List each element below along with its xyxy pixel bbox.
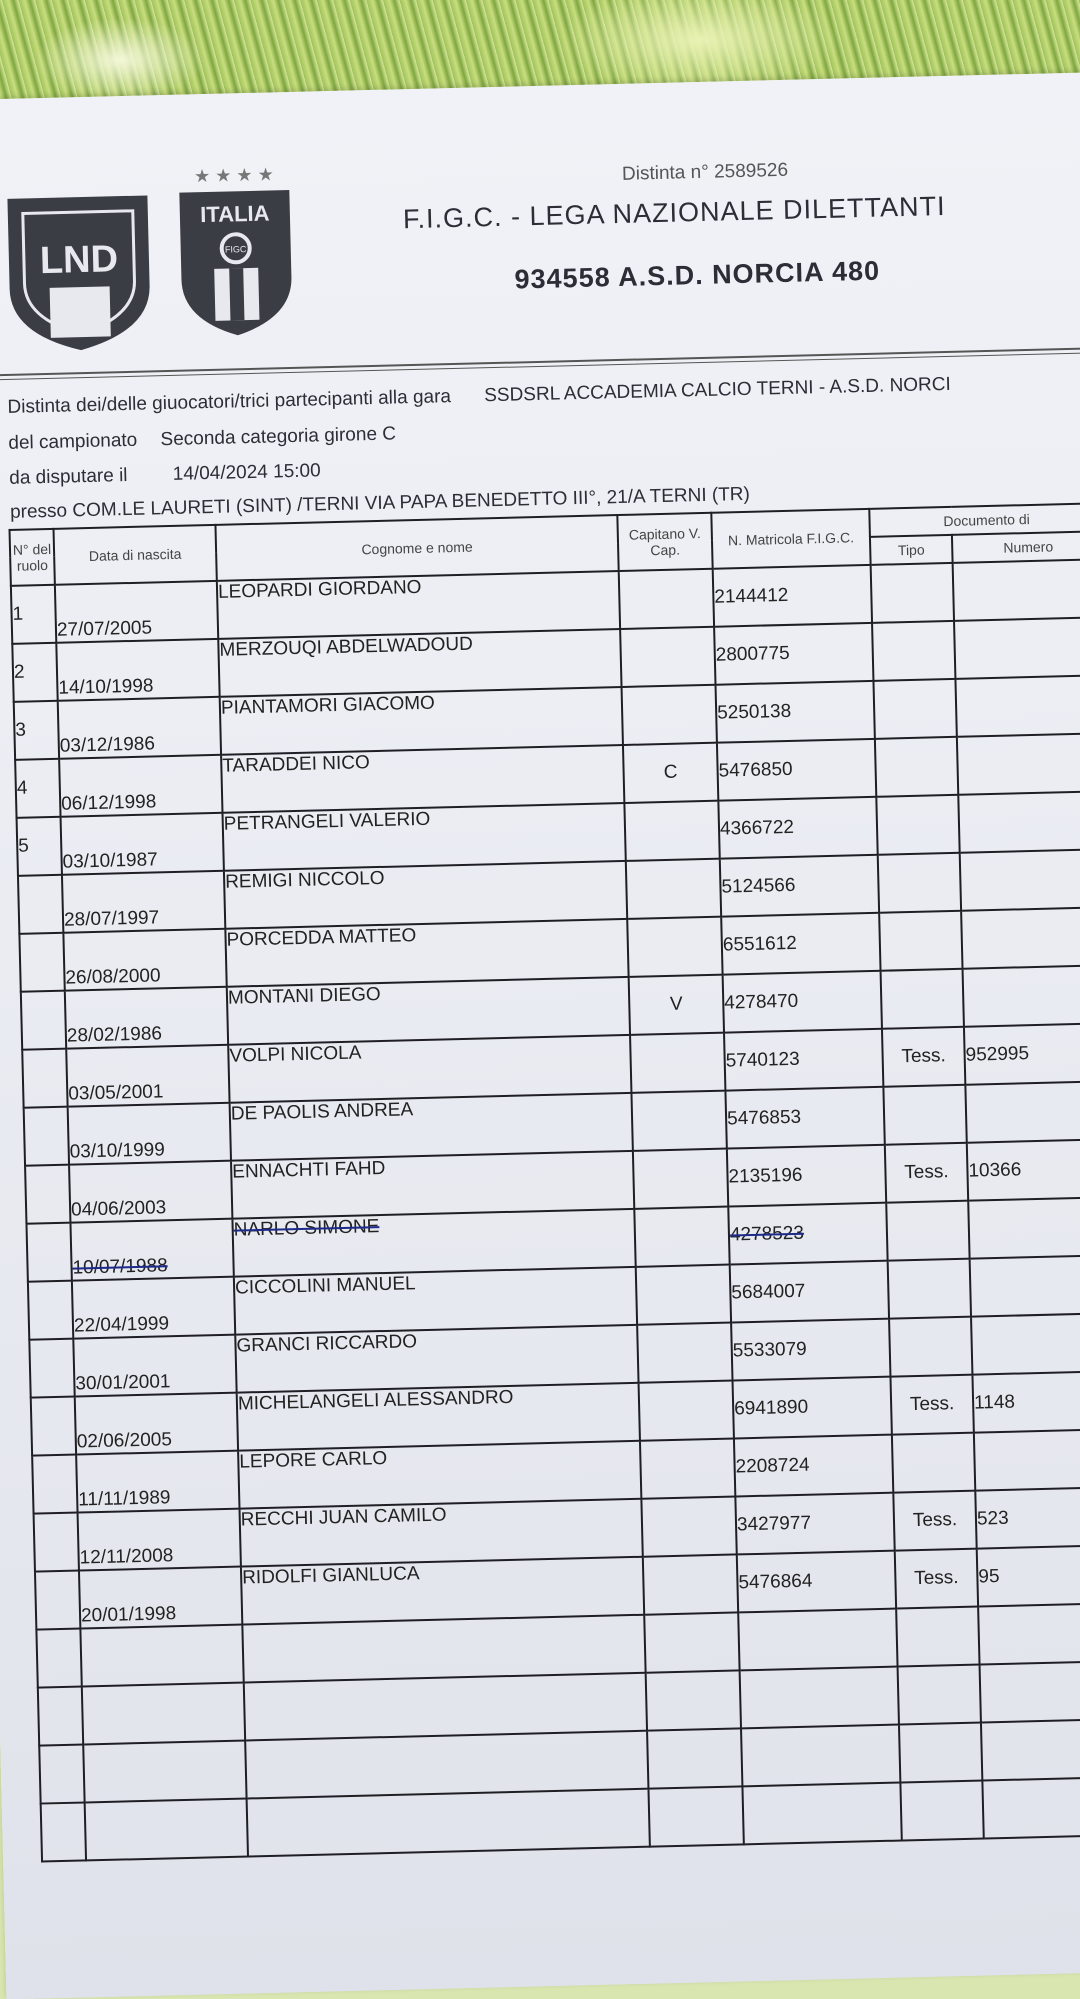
club-name: 934558 A.S.D. NORCIA 480 [514, 255, 881, 295]
captain-mark: C [623, 743, 718, 803]
document-number: 523 [975, 1487, 1080, 1549]
document-type [896, 1607, 979, 1667]
row-number: 3 [14, 701, 59, 760]
captain-mark [639, 1381, 734, 1441]
distinta-sheet [0, 71, 1080, 1999]
document-type [889, 1317, 972, 1377]
document-number: 1148 [972, 1371, 1080, 1433]
captain-mark [646, 1670, 741, 1730]
participants-label: Distinta dei/delle giuocatori/trici partecipanti alla gara [7, 386, 452, 418]
document-type [873, 679, 956, 739]
matricola-number: 2144412 [713, 565, 872, 627]
row-number [41, 1802, 86, 1861]
svg-text:★ ★ ★ ★: ★ ★ ★ ★ [193, 164, 274, 187]
document-type [888, 1259, 971, 1319]
row-number: 1 [11, 585, 56, 644]
document-type [872, 621, 955, 681]
player-name [245, 1731, 648, 1799]
captain-mark [631, 1091, 726, 1151]
document-number [970, 1255, 1080, 1317]
document-number [981, 1719, 1080, 1781]
matricola-number: 5684007 [730, 1261, 889, 1323]
matricola-number: 5476850 [717, 739, 876, 801]
document-type [886, 1201, 969, 1261]
italia-logo-text: ITALIA [199, 200, 270, 228]
championship-line [8, 423, 396, 454]
player-name: MERZOUQI ABDELWADOUD [218, 629, 621, 697]
birth-date: 04/06/2003 [69, 1161, 232, 1223]
birth-date: 02/06/2005 [75, 1393, 238, 1455]
row-number [24, 1107, 69, 1166]
header-rule [0, 346, 1080, 377]
document-number: 10366 [967, 1139, 1080, 1201]
lnd-logo [2, 190, 156, 354]
document-number [957, 733, 1080, 795]
championship-label: del campionato [8, 429, 138, 454]
row-number [38, 1686, 83, 1745]
birth-date: 27/07/2005 [55, 581, 218, 643]
player-name: NARLO SIMONE [232, 1209, 635, 1277]
figc-italia-logo [174, 162, 298, 340]
matricola-number: 5124566 [720, 855, 879, 917]
document-number [971, 1313, 1080, 1375]
captain-mark [641, 1496, 736, 1556]
championship-value: Seconda categoria girone C [160, 423, 397, 451]
birth-date: 03/05/2001 [66, 1045, 229, 1107]
participants-line [7, 374, 951, 419]
document-number [958, 791, 1080, 853]
row-number [32, 1455, 77, 1514]
document-number: 952995 [964, 1023, 1080, 1085]
row-number [39, 1744, 84, 1803]
organization-title: F.I.G.C. - LEGA NAZIONALE DILETTANTI [402, 190, 946, 235]
row-number [36, 1629, 81, 1688]
row-number [29, 1339, 74, 1398]
header-numero: Numero [952, 531, 1080, 563]
player-name: LEPORE CARLO [238, 1441, 641, 1509]
document-number [954, 617, 1080, 679]
row-number [19, 933, 64, 992]
captain-mark [636, 1265, 731, 1325]
matricola-number: 5740123 [724, 1029, 883, 1091]
player-name: MONTANI DIEGO [227, 977, 630, 1045]
captain-mark [624, 801, 719, 861]
document-type [871, 563, 954, 623]
birth-date [83, 1741, 246, 1803]
birth-date: 20/01/1998 [79, 1567, 242, 1629]
row-number [34, 1513, 79, 1572]
document-number [963, 965, 1080, 1027]
document-number [961, 907, 1080, 969]
captain-mark [643, 1554, 738, 1614]
document-number [968, 1197, 1080, 1259]
document-type: Tess. [895, 1549, 978, 1609]
header-name: Cognome e nome [215, 515, 618, 581]
captain-mark [620, 627, 715, 687]
birth-date: 26/08/2000 [63, 929, 226, 991]
players-table [8, 502, 1080, 1862]
birth-date [85, 1799, 248, 1861]
document-number [955, 675, 1080, 737]
player-name [242, 1615, 645, 1683]
document-type [899, 1723, 982, 1783]
player-name: ENNACHTI FAHD [231, 1151, 634, 1219]
captain-mark [630, 1033, 725, 1093]
document-type [876, 795, 959, 855]
player-name: REMIGI NICCOLO [224, 861, 627, 929]
player-name: GRANCI RICCARDO [235, 1325, 638, 1393]
birth-date: 06/12/1998 [59, 755, 222, 817]
birth-date: 30/01/2001 [73, 1335, 236, 1397]
document-type: Tess. [882, 1027, 965, 1087]
matricola-number: 3427977 [735, 1493, 894, 1555]
document-type [875, 737, 958, 797]
row-number [31, 1397, 76, 1456]
match-name: SSDSRL ACCADEMIA CALCIO TERNI - A.S.D. NORCI [483, 373, 952, 407]
captain-mark [627, 917, 722, 977]
matricola-number: 5533079 [731, 1319, 890, 1381]
player-name [247, 1789, 650, 1857]
birth-date: 10/07/1988 [70, 1219, 233, 1281]
player-name: PIANTAMORI GIACOMO [220, 687, 623, 755]
player-name: DE PAOLIS ANDREA [230, 1093, 633, 1161]
matricola-number: 2208724 [734, 1435, 893, 1497]
matricola-number: 6941890 [733, 1377, 892, 1439]
row-number [18, 875, 63, 934]
document-type [892, 1433, 975, 1493]
date-label: da disputare il [9, 465, 128, 489]
header-tipo: Tipo [870, 535, 953, 565]
captain-mark: V [629, 975, 724, 1035]
document-type [900, 1781, 983, 1841]
player-name: PORCEDDA MATTEO [225, 919, 628, 987]
row-number [21, 991, 66, 1050]
matricola-number: 2135196 [727, 1145, 886, 1207]
matricola-number: 2800775 [714, 623, 873, 685]
birth-date: 11/11/1989 [76, 1451, 239, 1513]
birth-date: 28/02/1986 [65, 987, 228, 1049]
captain-mark [640, 1438, 735, 1498]
player-name: RIDOLFI GIANLUCA [241, 1557, 644, 1625]
captain-mark [619, 569, 714, 629]
document-type: Tess. [893, 1491, 976, 1551]
captain-mark [637, 1323, 732, 1383]
matricola-number: 4278470 [723, 971, 882, 1033]
captain-mark [622, 685, 717, 745]
document-type [898, 1665, 981, 1725]
captain-mark [633, 1149, 728, 1209]
row-number: 4 [15, 759, 60, 818]
row-number: 2 [12, 643, 57, 702]
captain-mark [634, 1207, 729, 1267]
date-line [9, 460, 321, 490]
matricola-number [740, 1667, 899, 1729]
matricola-number: 4366722 [718, 797, 877, 859]
venue-value: presso COM.LE LAURETI (SINT) /TERNI VIA PAPA BENEDETTO III°, 21/A TERNI (TR) [9, 483, 751, 523]
player-name: LEOPARDI GIORDANO [217, 571, 620, 639]
document-number [960, 849, 1080, 911]
header-captain: Capitano V. Cap. [617, 513, 712, 571]
figc-logo-text: FIGC [224, 244, 247, 255]
player-name [244, 1673, 647, 1741]
document-type [883, 1085, 966, 1145]
row-number [35, 1571, 80, 1630]
matricola-number [741, 1725, 900, 1787]
document-type [879, 911, 962, 971]
header-document: Documento di [869, 503, 1080, 537]
captain-mark [644, 1612, 739, 1672]
document-number [953, 559, 1080, 621]
birth-date: 03/12/1986 [58, 697, 221, 759]
birth-date: 03/10/1999 [68, 1103, 231, 1165]
document-number [974, 1429, 1080, 1491]
birth-date: 12/11/2008 [78, 1509, 241, 1571]
birth-date: 03/10/1987 [61, 813, 224, 875]
header-ruolo: N° del ruolo [10, 529, 55, 586]
birth-date: 28/07/1997 [62, 871, 225, 933]
date-value: 14/04/2024 15:00 [172, 460, 321, 485]
captain-mark [647, 1728, 742, 1788]
document-type: Tess. [890, 1375, 973, 1435]
row-number: 5 [17, 817, 62, 876]
lnd-logo-text: LND [39, 238, 119, 283]
matricola-number: 6551612 [721, 913, 880, 975]
matricola-number [742, 1783, 901, 1845]
matricola-number: 5476864 [737, 1551, 896, 1613]
matricola-number: 4278523 [728, 1203, 887, 1265]
player-name: CICCOLINI MANUEL [234, 1267, 637, 1335]
player-name: PETRANGELI VALERIO [222, 803, 625, 871]
birth-date: 14/10/1998 [56, 639, 219, 701]
player-name: TARADDEI NICO [221, 745, 624, 813]
document-number [982, 1777, 1080, 1839]
header-matricola: N. Matricola F.I.G.C. [711, 509, 870, 569]
captain-mark [626, 859, 721, 919]
matricola-number: 5250138 [716, 681, 875, 743]
birth-date [82, 1683, 245, 1745]
document-type [878, 853, 961, 913]
row-number [25, 1165, 70, 1224]
distinta-number: Distinta n° 2589526 [621, 159, 789, 185]
document-number [978, 1603, 1080, 1665]
birth-date: 22/04/1999 [72, 1277, 235, 1339]
player-name: MICHELANGELI ALESSANDRO [237, 1383, 640, 1451]
document-type [881, 969, 964, 1029]
matricola-number: 5476853 [725, 1087, 884, 1149]
document-number [980, 1661, 1080, 1723]
player-name: RECCHI JUAN CAMILO [239, 1499, 642, 1567]
document-number: 95 [977, 1545, 1080, 1607]
matricola-number [738, 1609, 897, 1671]
document-type: Tess. [885, 1143, 968, 1203]
row-number [28, 1281, 73, 1340]
birth-date [80, 1625, 243, 1687]
player-name: VOLPI NICOLA [228, 1035, 631, 1103]
header-dob: Data di nascita [54, 525, 217, 585]
document-number [965, 1081, 1080, 1143]
row-number [26, 1223, 71, 1282]
row-number [22, 1049, 67, 1108]
captain-mark [648, 1786, 743, 1846]
